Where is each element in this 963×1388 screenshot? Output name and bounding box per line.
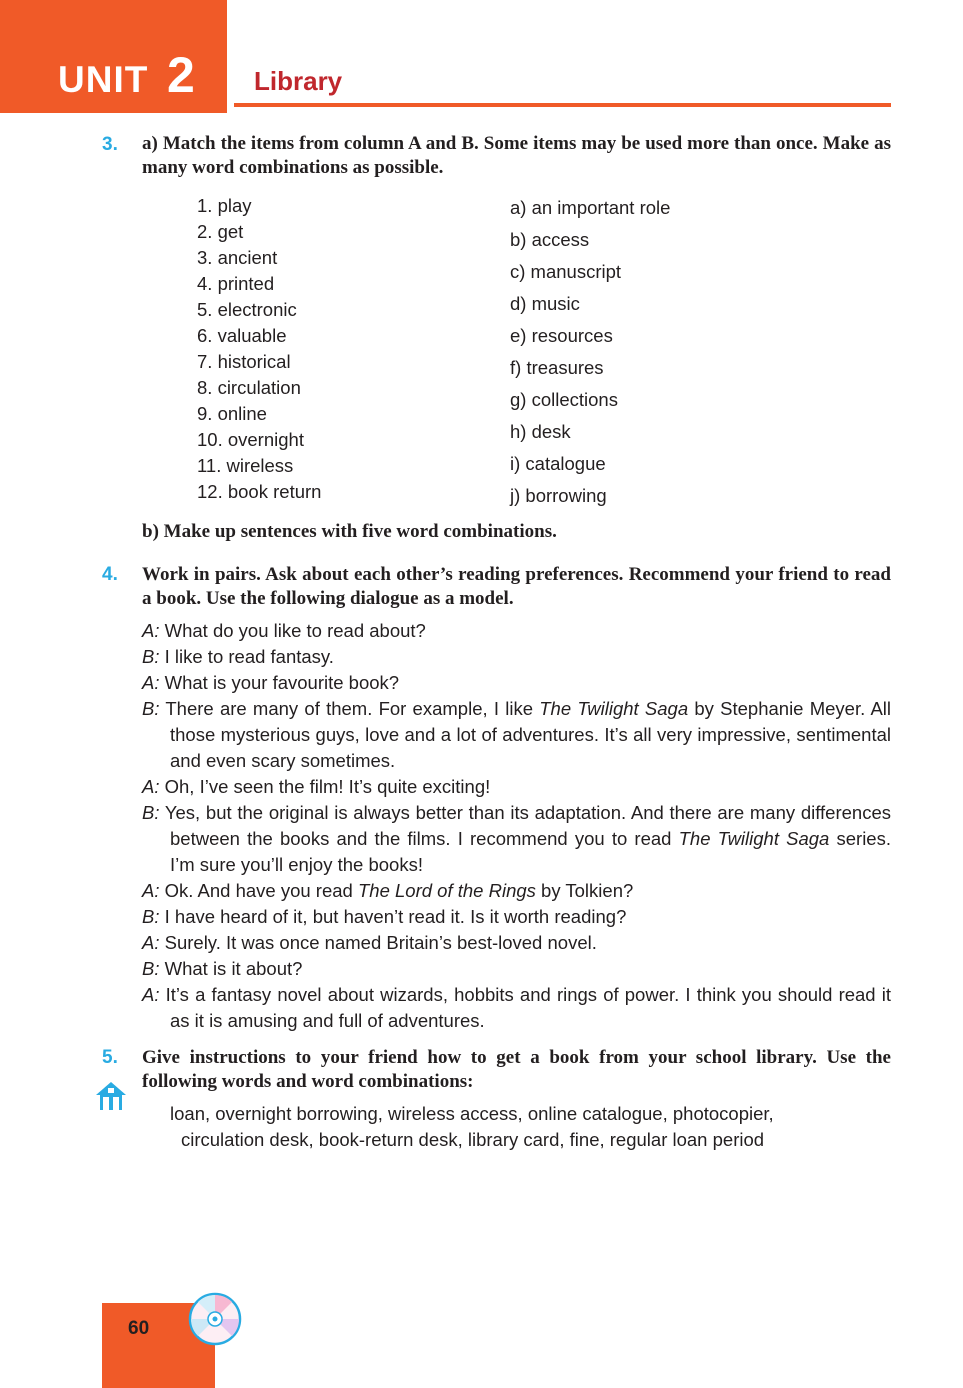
speaker-label: B: xyxy=(142,698,160,719)
column-a-item: 12. book return xyxy=(197,481,322,502)
title-rule xyxy=(234,103,891,107)
dialogue-text: Oh, I’ve seen the film! It’s quite exciting! xyxy=(159,776,491,797)
exercise-3-number: 3. xyxy=(102,134,118,155)
dialogue-text: What do you like to read about? xyxy=(159,620,426,641)
exercise-4-instruction: Work in pairs. Ask about each other’s reading preferences. Recommend your friend to read a book. Use the following dialogue as a model. xyxy=(142,564,891,609)
dialogue-line xyxy=(142,696,891,774)
dialogue-text: series. I’m sure you’ll enjoy the books! xyxy=(170,828,891,875)
speaker-label: B: xyxy=(142,646,160,667)
dialogue-text: Yes, but the original is always better than its adaptation. And there are many differences between the books and the films. I recommend you to read xyxy=(159,802,891,849)
column-a-item: 9. online xyxy=(197,403,267,424)
speaker-label: B: xyxy=(142,958,160,979)
speaker-label: A: xyxy=(142,984,160,1005)
column-a-item: 8. circulation xyxy=(197,377,301,398)
dialogue-text: There are many of them. For example, I like xyxy=(159,698,540,719)
unit-number: 2 xyxy=(167,47,195,103)
column-b-item: j) borrowing xyxy=(510,485,607,506)
unit-badge xyxy=(0,0,227,113)
dialogue-line xyxy=(142,670,891,696)
word-combinations-line-2: circulation desk, book-return desk, library card, fine, regular loan period xyxy=(181,1129,765,1150)
column-a-item: 5. electronic xyxy=(197,299,297,320)
dialogue-text: What is it about? xyxy=(159,958,303,979)
exercise-3b-instruction: b) Make up sentences with five word combinations. xyxy=(142,521,557,542)
dialogue-text: What is your favourite book? xyxy=(159,672,400,693)
dialogue-line xyxy=(142,800,891,878)
dialogue-text: Surely. It was once named Britain’s best-loved novel. xyxy=(159,932,597,953)
column-b-item: i) catalogue xyxy=(510,453,606,474)
home-icon xyxy=(94,1080,128,1112)
column-a-item: 6. valuable xyxy=(197,325,287,346)
column-a-list xyxy=(197,193,321,505)
speaker-label: A: xyxy=(142,880,160,901)
column-b-list xyxy=(510,192,670,512)
exercise-3a-instruction: a) Match the items from column A and B. Some items may be used more than once. Make as many word combinations as possible. xyxy=(142,133,891,178)
dialogue-line xyxy=(142,956,891,982)
column-a-item: 2. get xyxy=(197,221,244,242)
speaker-label: A: xyxy=(142,620,160,641)
page-title: Library xyxy=(254,66,343,96)
dialogue-text: by Stephanie Meyer. All those mysterious guys, love and a lot of adventures. It’s all very impressive, sentimental and even scary sometimes. xyxy=(170,698,892,771)
speaker-label: A: xyxy=(142,672,160,693)
column-a-item: 1. play xyxy=(197,195,252,216)
dialogue-text: I like to read fantasy. xyxy=(159,646,334,667)
exercise-4-number: 4. xyxy=(102,564,118,585)
column-b-item: g) collections xyxy=(510,389,618,410)
column-b-item: a) an important role xyxy=(510,197,671,218)
dialogue-line xyxy=(142,930,891,956)
dialogue-text: Ok. And have you read xyxy=(159,880,358,901)
exercise-5-number: 5. xyxy=(102,1047,118,1068)
dialogue-line xyxy=(142,982,891,1034)
dialogue-line xyxy=(142,618,891,644)
dialogue-text: It’s a fantasy novel about wizards, hobbits and rings of power. I think you should read it as it is amusing and full of adventures. xyxy=(159,984,891,1031)
book-title: The Twilight Saga xyxy=(539,698,689,719)
word-combinations xyxy=(170,1101,830,1153)
cd-icon xyxy=(188,1292,242,1346)
column-a-item: 11. wireless xyxy=(197,455,294,476)
speaker-label: A: xyxy=(142,776,160,797)
exercise-5-instruction: Give instructions to your friend how to get a book from your school library. Use the following words and word combinations: xyxy=(142,1047,891,1092)
dialogue-text: I have heard of it, but haven’t read it. Is it worth reading? xyxy=(159,906,627,927)
column-b-item: d) music xyxy=(510,293,580,314)
dialogue-text: by Tolkien? xyxy=(535,880,634,901)
speaker-label: A: xyxy=(142,932,160,953)
column-a-item: 7. historical xyxy=(197,351,291,372)
book-title: The Lord of the Rings xyxy=(357,880,536,901)
speaker-label: B: xyxy=(142,906,160,927)
column-a-item: 4. printed xyxy=(197,273,275,294)
dialogue-line xyxy=(142,644,891,670)
dialogue-line xyxy=(142,774,891,800)
speaker-label: B: xyxy=(142,802,160,823)
column-b-item: e) resources xyxy=(510,325,613,346)
column-b-item: c) manuscript xyxy=(510,261,622,282)
book-title: The Twilight Saga xyxy=(678,828,830,849)
dialogue-line xyxy=(142,904,891,930)
dialogue xyxy=(142,618,891,1034)
word-combinations-line-1: loan, overnight borrowing, wireless access, online catalogue, photocopier, xyxy=(170,1103,774,1124)
page-number: 60 xyxy=(128,1318,150,1339)
column-b-item: f) treasures xyxy=(510,357,604,378)
dialogue-line xyxy=(142,878,891,904)
column-b-item: b) access xyxy=(510,229,590,250)
column-a-item: 3. ancient xyxy=(197,247,278,268)
column-b-item: h) desk xyxy=(510,421,571,442)
unit-word: UNIT xyxy=(58,59,149,100)
column-a-item: 10. overnight xyxy=(197,429,304,450)
